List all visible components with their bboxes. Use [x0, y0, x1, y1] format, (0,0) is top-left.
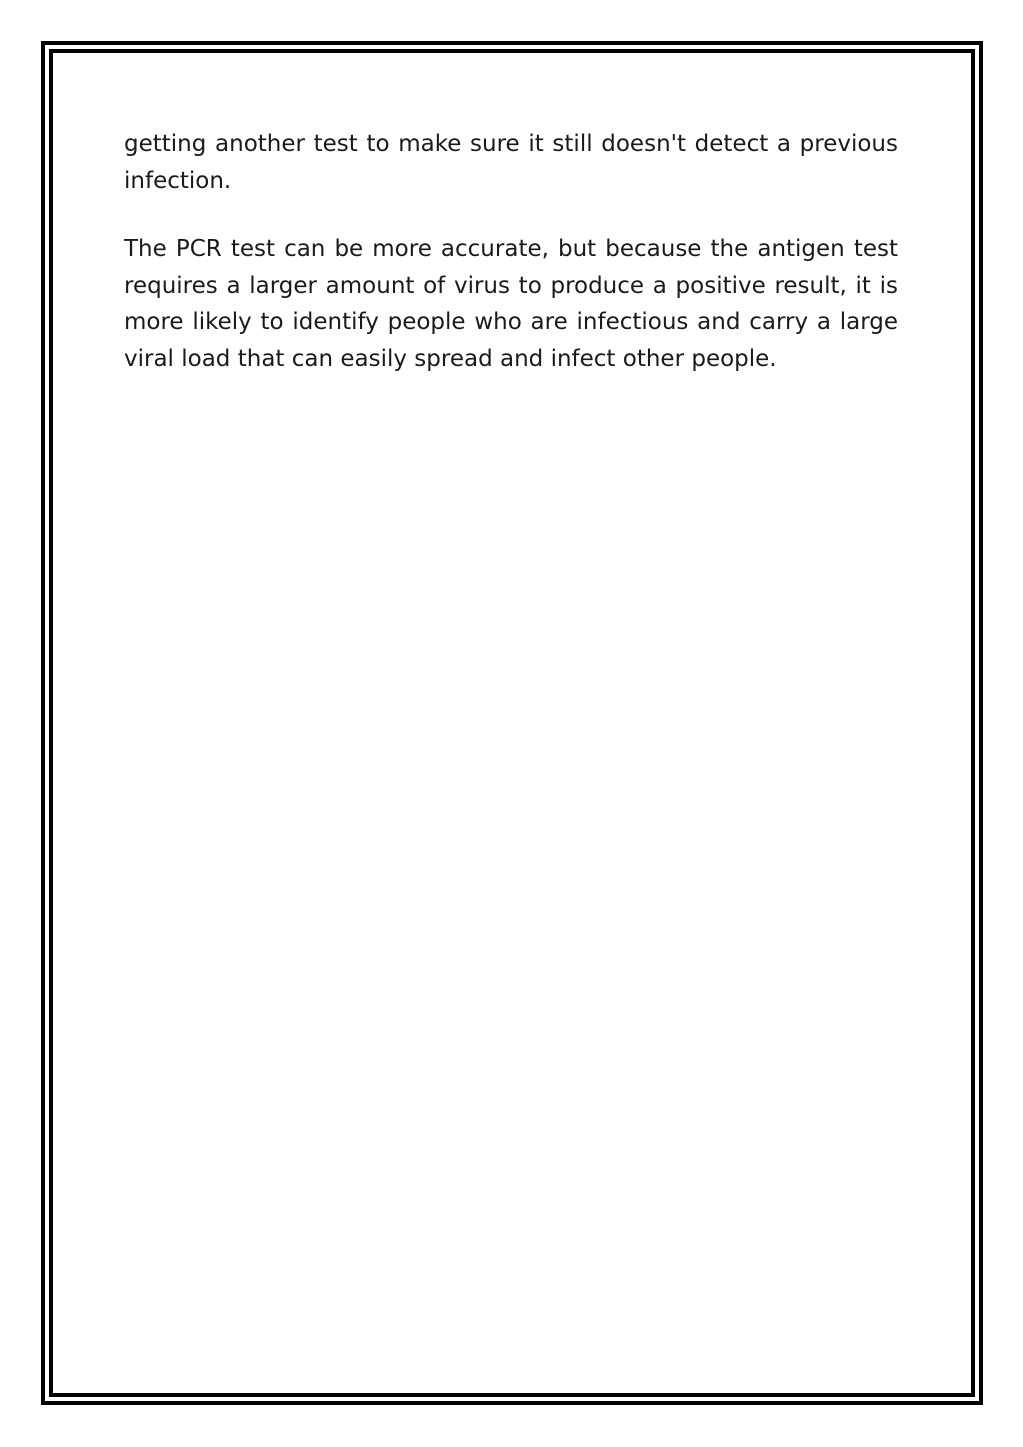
paragraph-2: The PCR test can be more accurate, but because the antigen test requires a larger amount of virus to produce a positive result, it is more likely to identify people who are infectious and carry a large viral load that can easily spread and infect other people. [124, 236, 898, 372]
paragraph-1: getting another test to make sure it still doesn't detect a previous infection. [124, 131, 898, 194]
document-body [124, 126, 898, 409]
